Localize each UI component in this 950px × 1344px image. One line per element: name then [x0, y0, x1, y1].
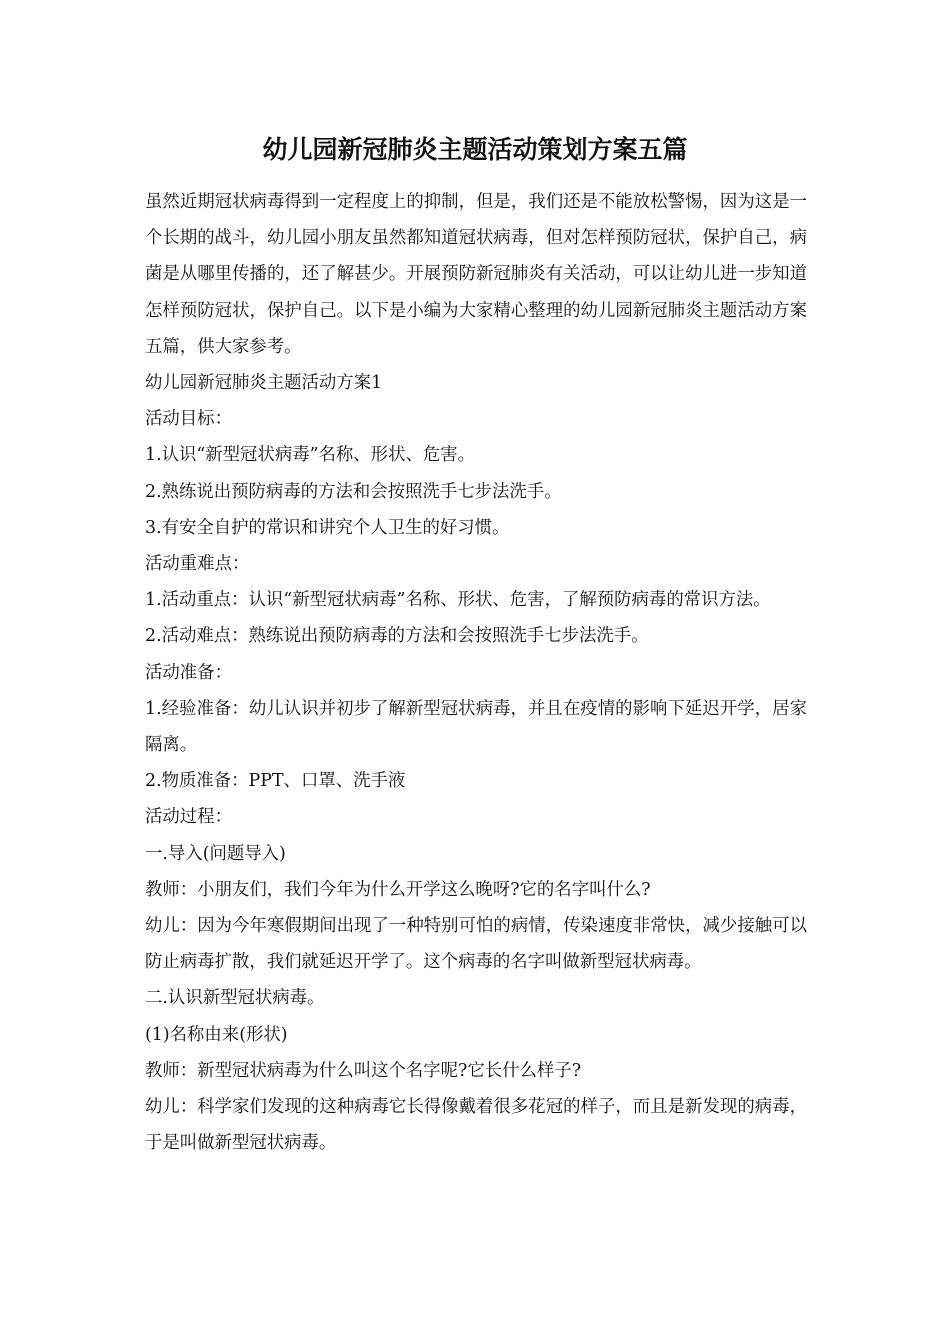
step-heading: 二.认识新型冠状病毒。	[145, 988, 325, 1009]
list-item: 2.熟练说出预防病毒的方法和会按照洗手七步法洗手。	[145, 481, 562, 502]
list-item: 2.活动难点：熟练说出预防病毒的方法和会按照洗手七步法洗手。	[145, 626, 649, 647]
subsection-heading: 活动过程：	[145, 807, 232, 828]
document-title: 幼儿园新冠肺炎主题活动策划方案五篇	[262, 135, 688, 164]
section-heading: 幼儿园新冠肺炎主题活动方案1	[145, 373, 383, 394]
list-item: 2.物质准备：PPT、口罩、洗手液	[145, 771, 406, 792]
dialogue-line: 教师：新型冠状病毒为什么叫这个名字呢?它长什么样子?	[145, 1060, 582, 1081]
dialogue-line: 幼儿：科学家们发现的这种病毒它长得像戴着很多花冠的样子，而且是新发现的病毒，于是叫做新型冠状病毒。	[145, 1097, 807, 1154]
subsection-heading: 活动目标：	[145, 409, 232, 430]
list-item: 1.认识“新型冠状病毒”名称、形状、危害。	[145, 445, 476, 466]
dialogue-line: 幼儿：因为今年寒假期间出现了一种特别可怕的病情，传染速度非常快，减少接触可以防止病毒扩散，我们就延迟开学了。这个病毒的名字叫做新型冠状病毒。	[145, 916, 807, 973]
subsection-heading: 活动重难点：	[145, 554, 250, 575]
list-item: 1.活动重点：认识“新型冠状病毒”名称、形状、危害，了解预防病毒的常识方法。	[145, 590, 771, 611]
document-body	[145, 184, 807, 1161]
list-item: 1.经验准备：幼儿认识并初步了解新型冠状病毒，并且在疫情的影响下延迟开学，居家隔离。	[145, 698, 807, 756]
dialogue-line: 教师：小朋友们，我们今年为什么开学这么晚呀?它的名字叫什么?	[145, 879, 651, 900]
list-item: 3.有安全自护的常识和讲究个人卫生的好习惯。	[145, 517, 510, 538]
step-heading: 一.导入(问题导入)	[145, 843, 286, 864]
step-subheading: (1)名称由来(形状)	[145, 1024, 288, 1045]
intro-paragraph: 虽然近期冠状病毒得到一定程度上的抑制，但是，我们还是不能放松警惕，因为这是一个长期的战斗，幼儿园小朋友虽然都知道冠状病毒，但对怎样预防冠状，保护自己，病菌是从哪里传播的，还了解甚少。开展预防新冠肺炎有关活动，可以让幼儿进一步知道怎样预防冠状，保护自己。以下是小编为大家精心整理的幼儿园新冠肺炎主题活动方案五篇，供大家参考。	[145, 192, 807, 357]
subsection-heading: 活动准备：	[145, 662, 232, 683]
